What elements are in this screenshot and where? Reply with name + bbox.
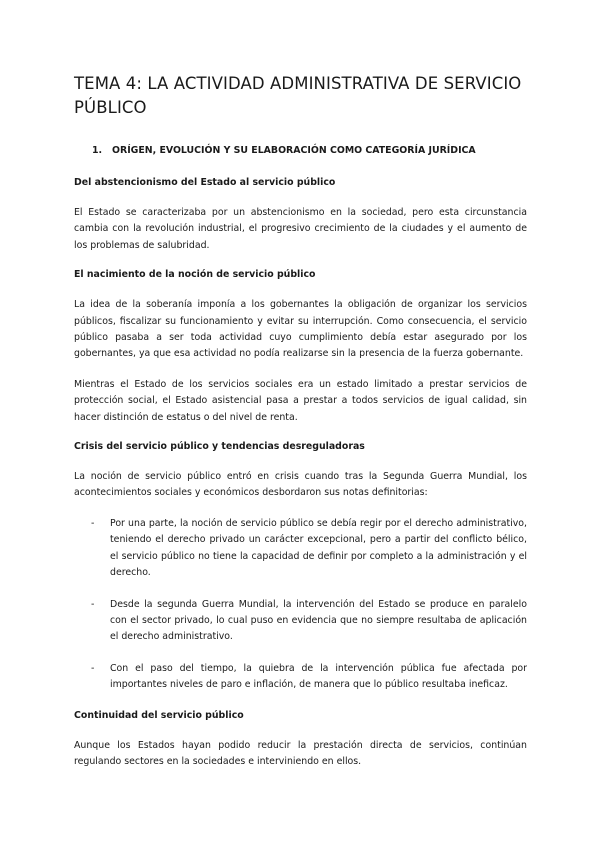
bullet-marker: - <box>91 662 95 674</box>
list-item <box>74 661 527 694</box>
list-item <box>74 597 527 646</box>
list-item-text: Por una parte, la noción de servicio público se debía regir por el derecho administrativo, teniendo el derecho privado un carácter excepcional, pero a partir del conflicto bélico, el servicio público no tiene la capacidad de definir por completo a la administración y el derecho. <box>110 517 527 579</box>
section-heading-text: ORÍGEN, EVOLUCIÓN Y SU ELABORACIÓN COMO CATEGORÍA JURÍDICA <box>112 145 476 156</box>
bullet-list <box>74 516 527 694</box>
paragraph: La idea de la soberanía imponía a los gobernantes la obligación de organizar los servicios públicos, fiscalizar su funcionamiento y evitar su interrupción. Como consecuencia, el servicio público pasaba a ser toda actividad cuyo cumplimiento debía estar asegurado por los gobernantes, ya que esa actividad no podía realizarse sin la presencia de la fuerza gobernante. <box>74 299 527 360</box>
document-title: TEMA 4: LA ACTIVIDAD ADMINISTRATIVA DE SERVICIO PÚBLICO <box>74 74 522 117</box>
bullet-marker: - <box>91 517 95 529</box>
section-heading <box>92 144 527 158</box>
subheading-abstencionismo: Del abstencionismo del Estado al servicio público <box>74 177 336 188</box>
paragraph: El Estado se caracterizaba por un abstencionismo en la sociedad, pero esta circunstancia cambia con la revolución industrial, el progresivo crecimiento de la ciudades y el aumento de los problemas de salubridad. <box>74 207 527 251</box>
bullet-marker: - <box>91 598 95 610</box>
paragraph: La noción de servicio público entró en crisis cuando tras la Segunda Guerra Mundial, los acontecimientos sociales y económicos desbordaron sus notas definitorias: <box>74 471 527 499</box>
subheading-nacimiento: El nacimiento de la noción de servicio público <box>74 269 316 281</box>
paragraph: Mientras el Estado de los servicios sociales era un estado limitado a prestar servicios de protección social, el Estado asistencial pasa a prestar a todos servicios de igual calidad, sin hacer distinción de estatus o del nivel de renta. <box>74 378 527 423</box>
section-number: 1. <box>92 145 103 156</box>
list-item <box>74 516 527 582</box>
subheading-crisis: Crisis del servicio público y tendencias desreguladoras <box>74 441 365 453</box>
list-item-text: Desde la segunda Guerra Mundial, la intervención del Estado se produce en paralelo con el sector privado, lo cual puso en evidencia que no siempre resultaba de aplicación el derecho administrativo. <box>110 598 527 643</box>
paragraph: Aunque los Estados hayan podido reducir la prestación directa de servicios, continúan regulando sectores en la sociedades e interviniendo en ellos. <box>74 739 527 767</box>
list-item-text: Con el paso del tiempo, la quiebra de la intervención pública fue afectada por importantes niveles de paro e inflación, de manera que lo público resultaba ineficaz. <box>110 662 527 691</box>
subheading-continuidad: Continuidad del servicio público <box>74 709 244 721</box>
